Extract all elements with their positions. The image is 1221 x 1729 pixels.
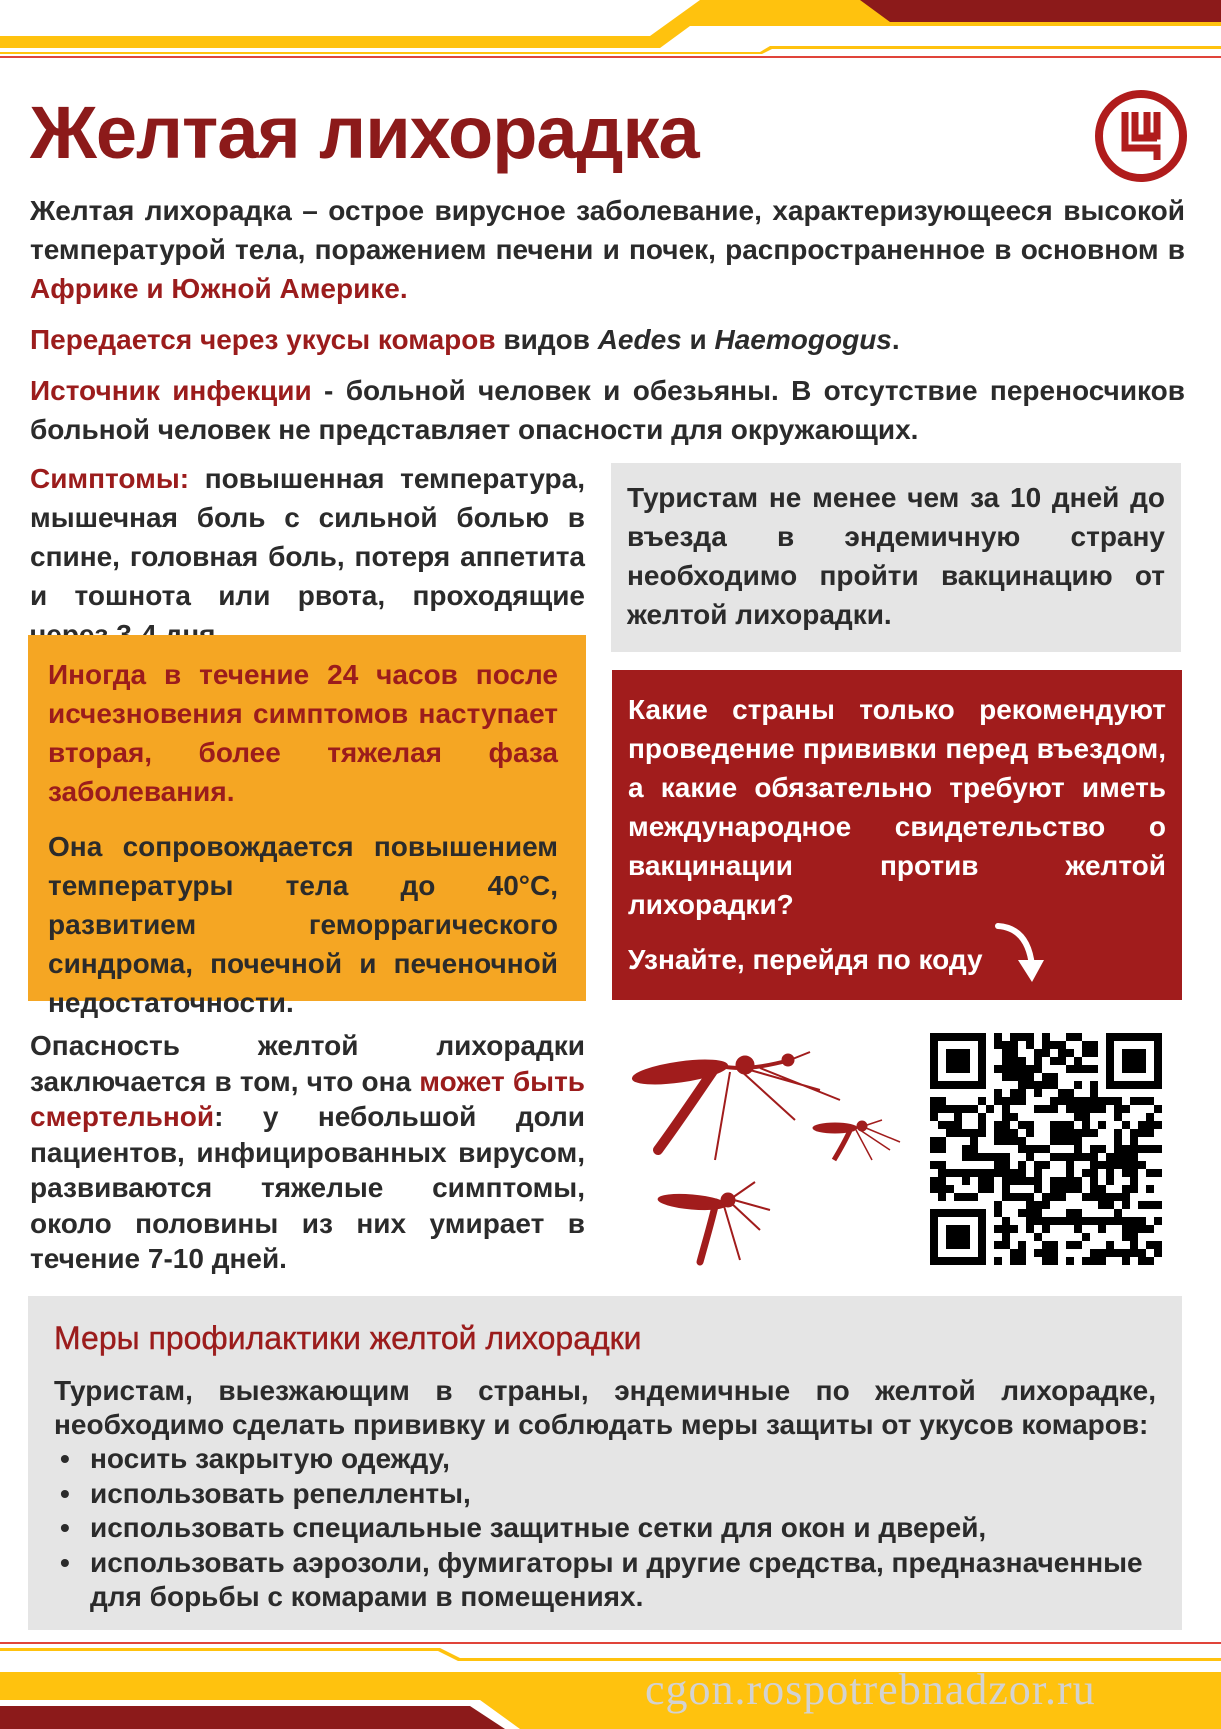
- page-title: Желтая лихорадка: [30, 91, 699, 174]
- header-decoration: [0, 0, 1221, 70]
- tourist-note: Туристам не менее чем за 10 дней до въезда в эндемичную страну необходимо пройти вакцинацию от желтой лихорадки.: [627, 482, 1165, 630]
- qr-code-icon[interactable]: [930, 1033, 1162, 1265]
- danger-paragraph: Опасность желтой лихорадки заключается в том, что она может быть смертельной: у небольшой доли пациентов, инфицированных вирусом, развиваются тяжелые симптомы, около половины из них умирает в течение 7-10 дней.: [30, 1030, 585, 1274]
- species-aedes: Aedes: [597, 324, 682, 355]
- call-to-action: Узнайте, перейдя по коду: [628, 944, 983, 975]
- deadly-highlight: может быть смертельной: [30, 1065, 585, 1132]
- prevention-section: [28, 1296, 1182, 1630]
- source-highlight: Источник инфекции: [30, 375, 312, 406]
- symptoms-paragraph: Симптомы: повышенная температура, мышечная боль с сильной болью в спине, головная боль, потеря аппетита и тошнота или рвота, проходящие: [30, 463, 585, 611]
- prevention-list: [54, 1442, 1156, 1615]
- intro-paragraph: Желтая лихорадка – острое вирусное заболевание, характеризующееся высокой температурой тела, поражением печени и почек, распространенное в основном в Африке и Южной Америке.: [30, 195, 1185, 304]
- mosquito-medium: [658, 1182, 770, 1262]
- list-item: • использовать репелленты,: [90, 1477, 1156, 1512]
- second-phase-warning: Иногда в течение 24 часов после исчезновения симптомов наступает вторая, более тяжелая фаза заболевания.: [48, 659, 558, 807]
- transmission-highlight: Передается через укусы комаров: [30, 324, 496, 355]
- list-item: • использовать специальные защитные сетки для окон и дверей,: [90, 1511, 1156, 1546]
- vaccination-question-box: [612, 670, 1182, 1000]
- mosquito-small: [813, 1120, 900, 1160]
- transmission-paragraph: Передается через укусы комаров видов Aedes и Haemogogus.: [30, 324, 900, 355]
- source-paragraph: Источник инфекции - больной человек и обезьяны. В отсутствие переносчиков больной человек не представляет опасности для окружающих.: [30, 375, 1185, 445]
- mosquito-large: [631, 1052, 840, 1160]
- cgon-logo-icon: [1095, 90, 1187, 182]
- list-item: • использовать аэрозоли, фумигаторы и другие средства, предназначенные для борьбы с комарами в помещениях.: [90, 1546, 1156, 1615]
- second-phase-details: Она сопровождается повышением температуры тела до 40°С, развитием геморрагического синдрома, почечной и печеночной недостаточности.: [48, 831, 558, 1018]
- prevention-title: Меры профилактики желтой лихорадки: [54, 1320, 642, 1356]
- regions-highlight: Африке и Южной Америке.: [30, 273, 408, 304]
- mosquito-icon: [620, 1030, 920, 1270]
- prevention-intro: Туристам, выезжающим в страны, эндемичные по желтой лихорадке, необходимо сделать прививку и соблюдать меры защиты от укусов комаров:: [54, 1375, 1156, 1440]
- list-item: • носить закрытую одежду,: [90, 1442, 1156, 1477]
- symptoms-highlight: Симптомы:: [30, 463, 190, 494]
- second-phase-box: [28, 635, 586, 1018]
- species-haemogogus: Haemogogus: [714, 324, 892, 355]
- curved-arrow-down-icon: [990, 918, 1060, 988]
- vaccination-question: Какие страны только рекомендуют проведение прививки перед въездом, а какие обязательно требуют иметь международное свидетельство о вакцинации против желтой лихорадки?: [628, 694, 1166, 920]
- footer-website: cgon.rospotrebnadzor.ru: [645, 1665, 1096, 1714]
- tourist-vaccination-box: [611, 463, 1181, 652]
